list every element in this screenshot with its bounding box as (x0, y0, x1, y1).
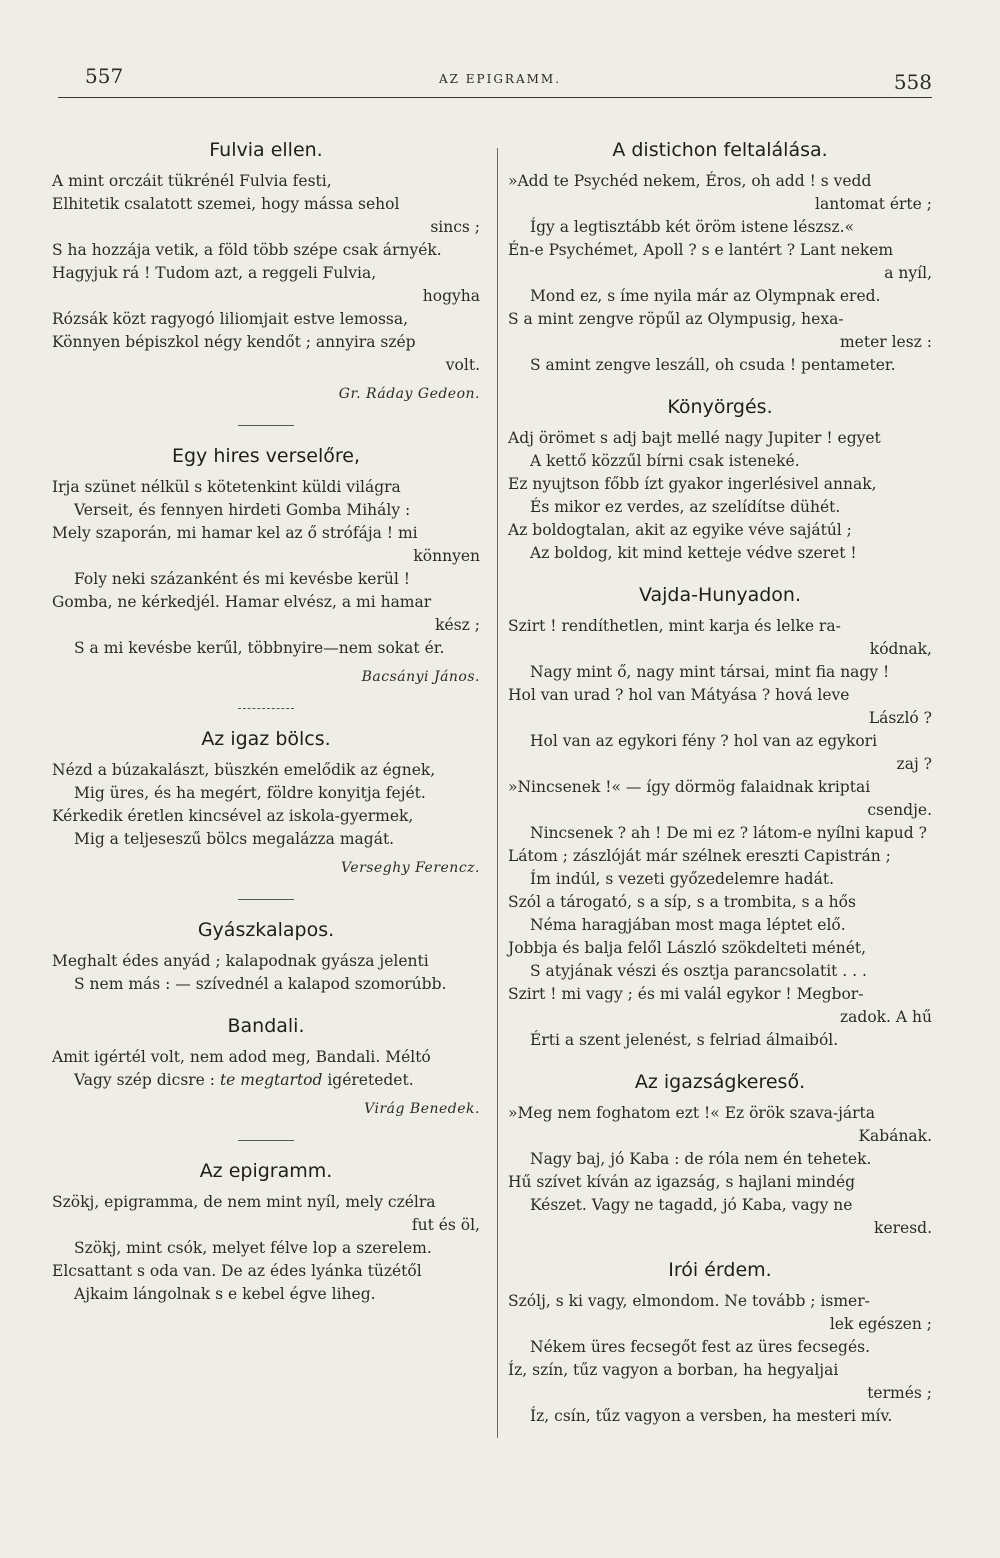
verse-line: Kabának. (858, 1127, 932, 1145)
verse-line: zadok. A hű (840, 1008, 932, 1026)
verse-line: Íz, csín, tűz vagyon a versben, ha mesteri mív. (530, 1407, 893, 1425)
section-separator (238, 1140, 294, 1141)
verse-line: Nékem üres fecsegőt fest az üres fecsegés. (530, 1338, 870, 1356)
verse-line: Íz, szín, tűz vagyon a borban, ha hegyaljai (508, 1361, 839, 1379)
verse-line: Én-e Psychémet, Apoll ? s e lantért ? Lant nekem (508, 241, 894, 259)
verse-line: Ez nyujtson főbb ízt gyakor ingerlésivel annak, (508, 475, 877, 493)
section-separator (238, 899, 294, 900)
verse-line: Elhitetik csalatott szemei, hogy mássa sehol (52, 195, 400, 213)
verse-line: Rózsák közt ragyogó liliomjait estve lemossa, (52, 310, 409, 328)
left-column (52, 120, 480, 1306)
verse-line: Mig üres, és ha megért, földre konyitja fejét. (74, 784, 426, 802)
verse-line: S ha hozzája vetik, a föld több szépe csak árnyék. (52, 241, 442, 259)
poem (508, 138, 932, 377)
poem-author: Virág Benedek. (364, 1101, 480, 1117)
verse-line: Foly neki százanként és mi kevésbe kerül ! (74, 570, 410, 588)
poem-title: Bandali. (227, 1015, 305, 1037)
poem (52, 727, 480, 900)
verse-line: kódnak, (869, 640, 932, 658)
poem (52, 138, 480, 426)
right-column (508, 120, 932, 1428)
verse-line: kész ; (435, 616, 480, 634)
verse-line: Jobbja és balja felől László szökdelteti ménét, (508, 939, 867, 957)
verse-line: Az boldogtalan, akit az egyike véve sajátúl ; (508, 521, 852, 539)
page-number-right: 558 (893, 70, 932, 94)
page-number-left: 557 (85, 64, 124, 88)
poem-title: Az epigramm. (199, 1160, 333, 1182)
verse-line: hogyha (422, 287, 480, 305)
verse-line: sincs ; (430, 218, 480, 236)
verse-line: Könnyen bépiszkol négy kendőt ; annyira szép (52, 333, 416, 351)
verse-line: zaj ? (896, 755, 932, 773)
verse-line: Verseit, és fennyen hirdeti Gomba Mihály : (74, 501, 411, 519)
verse-line: termés ; (867, 1384, 932, 1402)
poem-author: Verseghy Ferencz. (340, 860, 480, 876)
verse-line: a nyíl, (884, 264, 932, 282)
poem (508, 1070, 932, 1240)
verse-line: Néma haragjában most maga léptet elő. (530, 916, 846, 934)
verse-line: Adj örömet s adj bajt mellé nagy Jupiter ! egyet (508, 429, 881, 447)
running-title: AZ EPIGRAMM. (438, 72, 562, 86)
verse-line: S a mi kevésbe kerűl, többnyire—nem sokat ér. (74, 639, 445, 657)
poem-author: Bacsányi János. (361, 669, 480, 685)
section-separator (238, 708, 294, 709)
verse-line: Ím indúl, s vezeti győzedelemre hadát. (530, 870, 834, 888)
verse-line: meter lesz : (839, 333, 932, 351)
poem-title: A distichon feltalálása. (612, 139, 828, 161)
verse-line: S amint zengve leszáll, oh csuda ! pentameter. (530, 356, 896, 374)
column-divider (497, 148, 498, 1438)
verse-line: Gomba, ne kérkedjél. Hamar elvész, a mi hamar (52, 593, 432, 611)
section-separator (238, 425, 294, 426)
verse-line: Nincsenek ? ah ! De mi ez ? látom-e nyílni kapud ? (530, 824, 927, 842)
poem-author: Gr. Ráday Gedeon. (338, 386, 480, 402)
verse-line: László ? (868, 709, 932, 727)
verse-line: lantomat érte ; (815, 195, 932, 213)
verse-line: Szökj, mint csók, melyet félve lop a szerelem. (74, 1239, 432, 1257)
verse-line: könnyen (413, 547, 480, 565)
poem-title: Egy hires verselőre, (171, 445, 361, 467)
verse-line: A mint orczáit tükrénél Fulvia festi, (52, 172, 332, 190)
verse-line: Nézd a búzakalászt, büszkén emelődik az égnek, (52, 761, 436, 779)
verse-line: Szirt ! rendíthetlen, mint karja és lelke ra- (508, 617, 841, 635)
poem-title: Gyászkalapos. (197, 919, 335, 941)
poem (508, 1258, 932, 1428)
verse-line (52, 1069, 480, 1092)
verse-line: volt. (445, 356, 480, 374)
verse-line: Irja szünet nélkül s kötetenkint küldi világra (52, 478, 401, 496)
verse-line: Készet. Vagy ne tagadd, jó Kaba, vagy ne (530, 1196, 853, 1214)
poem (52, 1014, 480, 1141)
verse-line: Hol van urad ? hol van Mátyása ? hová leve (508, 686, 850, 704)
poem-title: Fulvia ellen. (209, 139, 323, 161)
verse-line: Hol van az egykori fény ? hol van az egykori (530, 732, 878, 750)
verse-line: Szólj, s ki vagy, elmondom. Ne tovább ; ismer- (508, 1292, 870, 1310)
poem-title: Könyörgés. (667, 396, 773, 418)
verse-line: Mely szaporán, mi hamar kel az ő strófája ! mi (52, 524, 418, 542)
verse-line: Hű szívet kíván az igazság, s hajlani mindég (508, 1173, 856, 1191)
poem (508, 583, 932, 1052)
verse-text: igéretedet. (322, 1071, 414, 1089)
verse-line: Látom ; zászlóját már szélnek ereszti Capistrán ; (508, 847, 891, 865)
header-rule (58, 97, 932, 98)
poem-title: Az igazságkereső. (634, 1071, 806, 1093)
verse-line: Kérkedik éretlen kincsével az iskola-gyermek, (52, 807, 414, 825)
poem (52, 1159, 480, 1306)
verse-line: csendje. (867, 801, 932, 819)
verse-line: Így a legtisztább két öröm istene lészsz.« (530, 218, 855, 236)
verse-line: lek egészen ; (829, 1315, 932, 1333)
verse-line: S atyjának vészi és osztja parancsolatit . . . (530, 962, 867, 980)
verse-line: Mond ez, s íme nyila már az Olympnak ered. (530, 287, 881, 305)
poem (52, 444, 480, 709)
verse-line: Szirt ! mi vagy ; és mi valál egykor ! Megbor- (508, 985, 864, 1003)
verse-line: »Add te Psychéd nekem, Éros, oh add ! s vedd (508, 172, 872, 190)
verse-line: És mikor ez verdes, az szelídítse dühét. (530, 498, 841, 516)
verse-text: Vagy szép dicsre : (74, 1071, 220, 1089)
verse-line: Az boldog, kit mind ketteje védve szeret ! (530, 544, 857, 562)
verse-line: Szól a tárogató, s a síp, s a trombita, s a hős (508, 893, 856, 911)
verse-line: keresd. (874, 1219, 932, 1237)
verse-line: Hagyjuk rá ! Tudom azt, a reggeli Fulvia, (52, 264, 377, 282)
verse-line: Elcsattant s oda van. De az édes lyánka tüzétől (52, 1262, 422, 1280)
verse-line: Meghalt édes anyád ; kalapodnak gyásza jelenti (52, 952, 429, 970)
verse-line: Amit igértél volt, nem adod meg, Bandali. Méltó (52, 1048, 431, 1066)
poem-title: Vajda-Hunyadon. (638, 584, 802, 606)
verse-line: »Meg nem foghatom ezt !« Ez örök szava-járta (508, 1104, 876, 1122)
verse-line: Szökj, epigramma, de nem mint nyíl, mely czélra (52, 1193, 436, 1211)
poem-title: Irói érdem. (668, 1259, 772, 1281)
verse-line: Ajkaim lángolnak s e kebel égve liheg. (74, 1285, 376, 1303)
emphasis: te megtartod (219, 1071, 323, 1089)
verse-line: A kettő közzűl bírni csak isteneké. (530, 452, 800, 470)
poem (508, 395, 932, 565)
verse-line: S a mint zengve röpűl az Olympusig, hexa- (508, 310, 844, 328)
page-header (0, 0, 1000, 110)
verse-line: S nem más : — szívednél a kalapod szomorúbb. (74, 975, 447, 993)
verse-line: fut és öl, (411, 1216, 480, 1234)
verse-line: Nagy baj, jó Kaba : de róla nem én tehetek. (530, 1150, 872, 1168)
verse-line: Nagy mint ő, nagy mint társai, mint fia nagy ! (530, 663, 890, 681)
poem (52, 918, 480, 996)
verse-line: »Nincsenek !« — így dörmög falaidnak kriptai (508, 778, 871, 796)
verse-line: Mig a teljeseszű bölcs megalázza magát. (74, 830, 395, 848)
poem-title: Az igaz bölcs. (201, 728, 331, 750)
verse-line: Érti a szent jelenést, s felriad álmaiból. (530, 1031, 839, 1049)
